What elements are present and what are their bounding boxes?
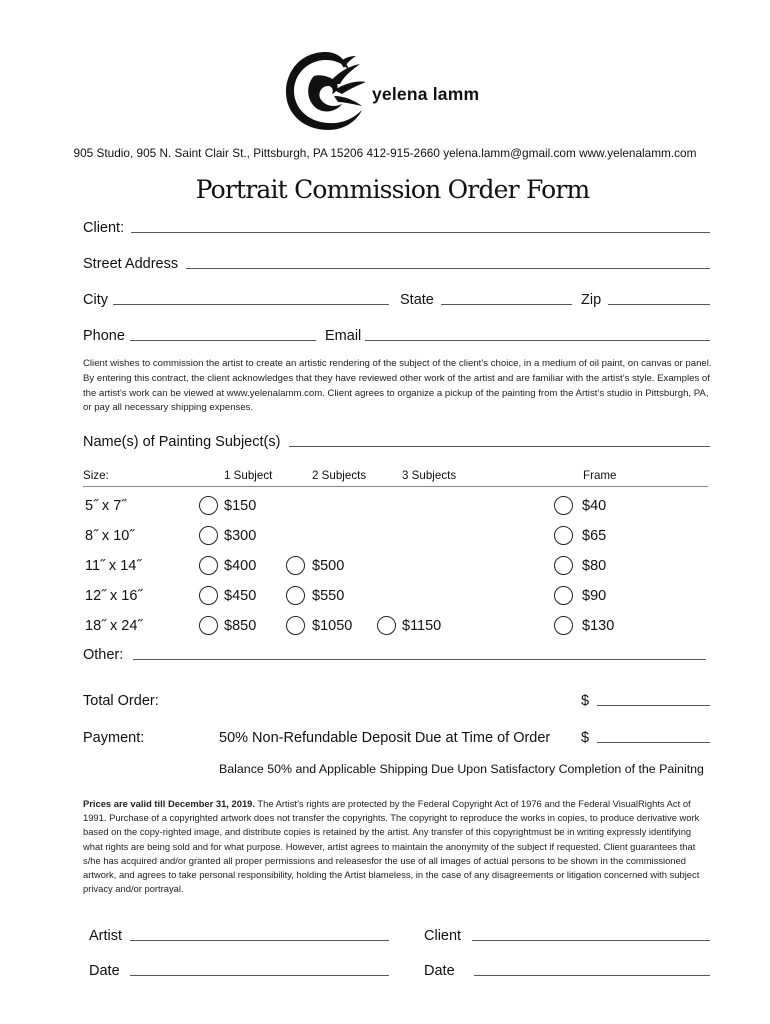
price-8x10-frame: $65 [582, 528, 607, 544]
option-8x10-1-subject[interactable] [199, 526, 218, 545]
option-18x24-2-subjects[interactable] [286, 616, 305, 635]
brand-name: yelena lamm [372, 84, 480, 104]
street-address-label: Street Address [83, 256, 179, 272]
total-currency: $ [581, 693, 590, 709]
other-label: Other: [83, 647, 124, 663]
client-signature-label: Client [424, 928, 462, 944]
street-address-field[interactable] [186, 268, 710, 269]
zip-label: Zip [581, 292, 602, 308]
price-12x16-1-subject: $450 [224, 588, 257, 604]
option-5x7-1-subject[interactable] [199, 496, 218, 515]
artist-signature-field[interactable] [130, 940, 389, 941]
artist-date-field[interactable] [130, 975, 389, 976]
other-field[interactable] [133, 659, 706, 660]
price-12x16-frame: $90 [582, 588, 607, 604]
phone-field[interactable] [130, 340, 316, 341]
option-11x14-1-subject[interactable] [199, 556, 218, 575]
size-8x10: 8˝ x 10˝ [85, 528, 135, 544]
email-field[interactable] [365, 340, 710, 341]
price-18x24-frame: $130 [582, 618, 615, 634]
price-18x24-1-subject: $850 [224, 618, 257, 634]
terms-bold-lead: Prices are valid till December 31, 2019. [83, 798, 255, 809]
frame-header: Frame [583, 469, 617, 482]
city-label: City [83, 292, 108, 308]
deposit-field[interactable] [597, 742, 710, 743]
option-11x14-frame[interactable] [554, 556, 573, 575]
option-12x16-2-subjects[interactable] [286, 586, 305, 605]
balance-text: Balance 50% and Applicable Shipping Due Upon Satisfactory Completion of the Painitng [219, 762, 704, 776]
yelena-lamm-logo [284, 50, 368, 132]
table-header-rule [83, 486, 708, 487]
deposit-currency: $ [581, 730, 590, 746]
client-signature-field[interactable] [472, 940, 710, 941]
two-subjects-header: 2 Subjects [312, 469, 367, 482]
price-5x7-frame: $40 [582, 498, 607, 514]
option-18x24-3-subjects[interactable] [377, 616, 396, 635]
option-5x7-frame[interactable] [554, 496, 573, 515]
client-date-field[interactable] [474, 975, 710, 976]
deposit-text: 50% Non-Refundable Deposit Due at Time of Order [219, 730, 551, 746]
payment-label: Payment: [83, 730, 145, 746]
total-order-label: Total Order: [83, 693, 159, 709]
price-5x7-1-subject: $150 [224, 498, 257, 514]
email-label: Email [325, 328, 362, 344]
studio-address: 905 Studio, 905 N. Saint Clair St., Pittsburgh, PA 15206 412-915-2660 yelena.lamm@gmail.com www.yelenalamm.com [73, 146, 697, 160]
price-8x10-1-subject: $300 [224, 528, 257, 544]
city-field[interactable] [113, 304, 389, 305]
agreement-paragraph: Client wishes to commission the artist to create an artistic rendering of the subject of the client’s choice, in a medium of oil paint, on canvas or panel. By entering this contract, the client acknowledges that they have reviewed other work of the artist and are familiar with the artist’s style. Examples of the artist’s work can be viewed at www.yelenalamm.com. Client agrees to organize a pickup of the painting from the Artist’s studio in Pittsburgh, PA, or pay all necessary shipping expenses. [83, 358, 712, 414]
option-18x24-frame[interactable] [554, 616, 573, 635]
phone-label: Phone [83, 328, 125, 344]
state-label: State [400, 292, 434, 308]
zip-field[interactable] [608, 304, 710, 305]
terms-paragraph [83, 797, 711, 896]
size-5x7: 5˝ x 7˝ [85, 498, 127, 514]
state-field[interactable] [441, 304, 572, 305]
size-18x24: 18˝ x 24˝ [85, 618, 143, 634]
price-11x14-1-subject: $400 [224, 558, 257, 574]
client-date-label: Date [424, 963, 455, 979]
three-subjects-header: 3 Subjects [402, 469, 457, 482]
artist-label: Artist [89, 928, 123, 944]
option-8x10-frame[interactable] [554, 526, 573, 545]
client-label: Client: [83, 220, 125, 236]
option-11x14-2-subjects[interactable] [286, 556, 305, 575]
terms-body: The Artist’s rights are protected by the Federal Copyright Act of 1976 and the Federal VisualRights Act of 1991. Purchase of a copyrighted artwork does not transfer the copyrights. The copyright to reproduce the works in copies, to produce derivative work based on the copy-righted image, and distribute copies is retained by the artist. Any transfer of this copyrightmust be in writing expressly identifying what rights are being sold and for what purpose. However, artist agrees to maintain the anonymity of the subject if requested. Client guarantees that s/he has acquired and/or granted all proper permissions and releasesfor the use of all images of actual persons to be shown in the commissioned artwork, and agrees to take personal responsibility, holding the Artist blameless, in the case of any disagreements or litigation concerned with subject privacy and/or portrayal. [83, 798, 700, 895]
price-18x24-2-subjects: $1050 [312, 618, 353, 634]
price-18x24-3-subjects: $1150 [402, 618, 442, 634]
form-title: Portrait Commission Order Form [195, 175, 590, 204]
size-12x16: 12˝ x 16˝ [85, 588, 143, 604]
size-11x14: 11˝ x 14˝ [85, 558, 142, 574]
option-18x24-1-subject[interactable] [199, 616, 218, 635]
client-field[interactable] [131, 232, 710, 233]
artist-date-label: Date [89, 963, 120, 979]
price-11x14-2-subjects: $500 [312, 558, 345, 574]
one-subject-header: 1 Subject [224, 469, 273, 482]
price-11x14-frame: $80 [582, 558, 607, 574]
subjects-field[interactable] [289, 446, 710, 447]
option-12x16-frame[interactable] [554, 586, 573, 605]
size-header: Size: [83, 469, 109, 482]
subjects-label: Name(s) of Painting Subject(s) [83, 434, 281, 450]
total-order-field[interactable] [597, 705, 710, 706]
price-12x16-2-subjects: $550 [312, 588, 345, 604]
option-12x16-1-subject[interactable] [199, 586, 218, 605]
